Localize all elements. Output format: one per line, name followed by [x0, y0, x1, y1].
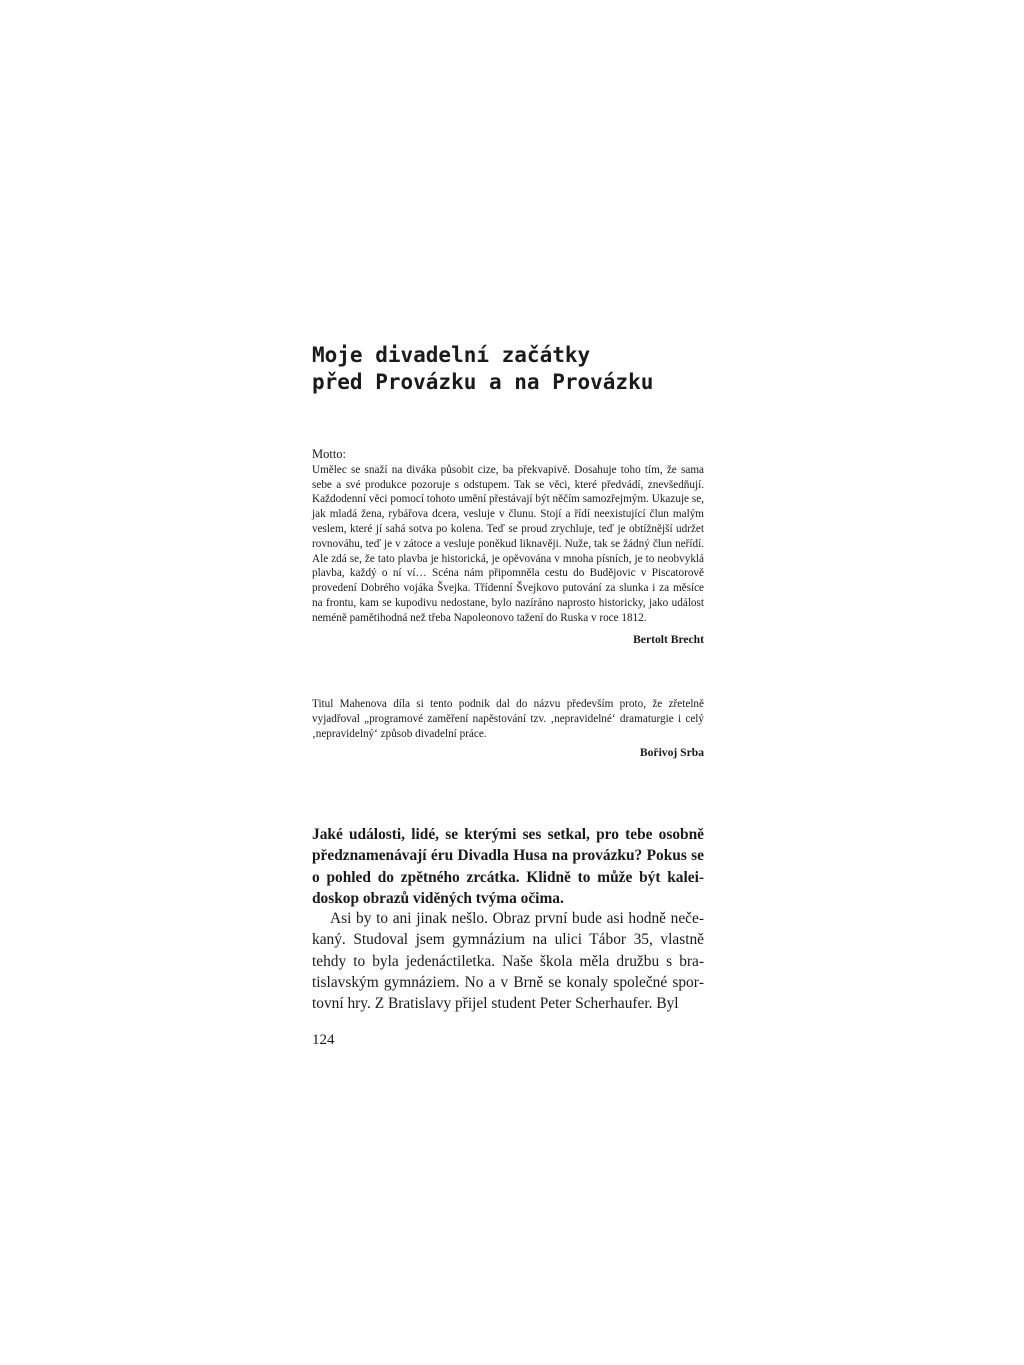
chapter-title-line-2: před Provázku a na Provázku	[312, 370, 654, 394]
motto-quote: Umělec se snaží na diváka působit cize, ba překvapivě. Dosahuje toho tím, že sama sebe a své produkce pozoruje s odstupem. Tak se věci, které předvádí, znevšedňují. Každodenní věci pomocí tohoto umění přestávají být něčím samozřejmým. Ukazuje se, jak mladá žena, rybářova dcera, vesluje v člunu. Stojí a řídí neexistující člun malým veslem, které jí sahá sotva po kolena. Teď se proud zrychluje, teď je obtížnější udržet rovnováhu, teď je v zátoce a vesluje poněkud liknavěji. Nuže, tak se žádný člun neřídí. Ale zdá se, že tato plavba je historická, je opěvována v mnoha písních, je to neobvyklá plavba, každý o ní ví… Scéna nám připomněla cestu do Budějovic v Piscatorově provedení Dobrého vojáka Švejka. Třídenní Švejkovo putování za slunka i za měsíce na frontu, kam se kupodivu nedostane, bylo nazíráno naprosto historicky, jako událost neméně pamětihodná než třeba Napoleonovo tažení do Ruska v roce 1812.	[312, 463, 704, 624]
interview-question: Jaké události, lidé, se kterými ses setkal, pro tebe osobně předznamenávají éru Divadla Husa na provázku? Pokus se o pohled do zpětného zrcátka. Klidně to může být kaleidoskop obrazů viděných tvýma očima.	[312, 826, 704, 907]
epigraph-block	[312, 697, 704, 761]
motto-attribution: Bertolt Brecht	[633, 632, 704, 646]
chapter-title	[312, 342, 732, 396]
motto-block	[312, 447, 704, 647]
motto-label: Motto:	[312, 447, 347, 461]
page-number: 124	[312, 1032, 335, 1048]
epigraph-quote: Titul Mahenova díla si tento podnik dal do názvu především proto, že zřetelně vyjadřoval „programové zaměření napěstování tzv. ‚nepravidelné‘ dramaturgie i celý ‚nepravidelný‘ způsob divadelní práce.	[312, 698, 704, 740]
interview-answer: Asi by to ani jinak nešlo. Obraz první bude asi hodně nečekaný. Studoval jsem gymnázium na ulici Tábor 35, vlastně tehdy to byla jedenáctiletka. Naše škola měla družbu s bratislavským gymnáziem. No a v Brně se konaly společné sportovní hry. Z Bratislavy přijel student Peter Scherhaufer. Byl	[312, 910, 704, 1013]
chapter-title-line-1: Moje divadelní začátky	[312, 343, 591, 367]
epigraph-attribution: Bořivoj Srba	[639, 746, 704, 760]
